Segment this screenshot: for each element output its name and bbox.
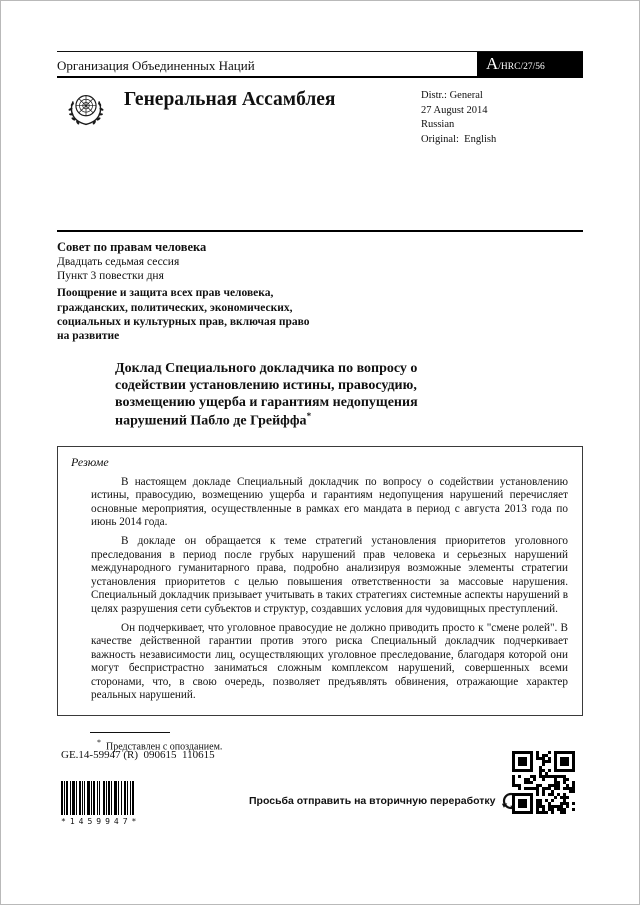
- distr-date: 27 August 2014: [421, 104, 488, 116]
- report-title: [115, 360, 467, 430]
- assembly-title: Генеральная Ассамблея: [124, 89, 336, 110]
- section-rule: [57, 230, 583, 232]
- footnote-label: Представлен с опозданием.: [106, 740, 223, 752]
- agenda-item: Пункт 3 повестки дня: [57, 270, 164, 283]
- barcode: [61, 781, 135, 815]
- distr-block: [421, 89, 583, 148]
- doc-symbol-letter: A: [486, 54, 499, 73]
- un-emblem-icon: [63, 87, 109, 133]
- distr-language: Russian: [421, 119, 455, 131]
- barcode-text: *1459947*: [61, 817, 141, 826]
- title-footnote-marker: *: [306, 410, 312, 421]
- footer: [57, 739, 583, 904]
- doc-symbol-box: [477, 52, 583, 76]
- qr-code: [512, 751, 575, 814]
- council-name: Совет по правам человека: [57, 239, 207, 254]
- session-number: Двадцать седьмая сессия: [57, 255, 180, 268]
- recycle-note: [249, 791, 521, 811]
- masthead-thick-rule: [57, 76, 583, 78]
- recycle-text: Просьба отправить на вторичную переработку: [249, 795, 496, 807]
- report-title-text: Доклад Специального докладчика по вопросу о содействии установлению истины, правосудию, возмещению ущерба и гарантиям недопущения нарушений Пабло де Грейффа: [115, 360, 418, 429]
- masthead-title-row: [57, 87, 583, 148]
- ge-number: GE.14-59947 (R) 090615 110615: [61, 749, 215, 761]
- summary-paragraph: В настоящем докладе Специальный докладчик по вопросу о содействии установлению истины, правосудию, возмещению ущерба и гарантиям недопущения нарушений перечисляет основные мероприятия, осуществленные в рамках его мандата в период с августа 2013 года по июнь 2014 года.: [91, 475, 568, 528]
- agenda-title: Поощрение и защита всех прав человека, гражданских, политических, экономических, социальных и культурных прав, включая право на развитие: [57, 287, 310, 343]
- session-block: [57, 239, 583, 344]
- footnote-marker: *: [97, 737, 101, 747]
- distr-original: Original: English: [421, 134, 497, 146]
- summary-heading: Резюме: [71, 454, 109, 469]
- footnote-separator: [90, 732, 170, 733]
- doc-symbol-number: /HRC/27/56: [498, 62, 545, 72]
- summary-box: [57, 446, 583, 716]
- summary-paragraph: В докладе он обращается к теме стратегий установления приоритетов уголовного преследования в период после грубых нарушений прав человека и серьезных нарушений международного гуманитарного права, подробно анализируя возможные элементы стратегии установления приоритетов с целью повышения ответственности за массовые нарушения. Специальный докладчик призывает учитывать в таких стратегиях системные аспекты нарушений в целях разрушения сети субъектов и структур, создавших условия для чудовищных преступлений.: [91, 535, 568, 615]
- distr-line: Distr.: General: [421, 90, 483, 101]
- org-name: Организация Объединенных Наций: [57, 58, 255, 73]
- summary-paragraph: Он подчеркивает, что уголовное правосудие не должно приводить просто к "смене ролей". В качестве действенной гарантии против этого риска Специальный докладчик подчеркивает важность независимости лиц, осуществляющих уголовное преследование, благодаря которой они могут беспристрастно заниматься сложным комплексом нарушений, совершенных всеми сторонами, что, в свою очередь, позволяет предъявлять обвинения, отражающие характер реальных нарушений.: [91, 622, 568, 702]
- masthead-row: [57, 51, 583, 76]
- barcode-block: [61, 781, 140, 826]
